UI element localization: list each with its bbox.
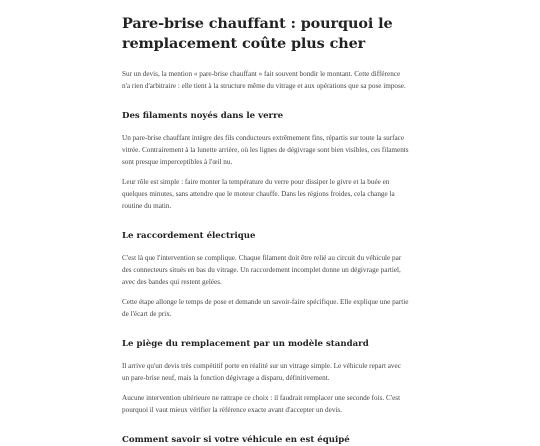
paragraph (122, 132, 422, 168)
section-heading-filaments: Des filaments noyés dans le verre (122, 111, 284, 121)
text-line: routine du matin. (122, 202, 172, 210)
paragraph (122, 176, 422, 212)
text-line: quelques minutes, sans attendre que le moteur chauffe. Dans les régions froides, cela change la (122, 190, 395, 198)
text-line: Aucune intervention ultérieure ne rattrape ce choix : il faudrait remplacer une seconde fois. C'est (122, 394, 401, 402)
article-title-line-1: Pare-brise chauffant : pourquoi le (122, 15, 393, 32)
intro-paragraph (122, 68, 422, 92)
section-heading-raccordement: Le raccordement électrique (122, 231, 256, 241)
paragraph (122, 360, 422, 384)
text-line: un pare-brise neuf, mais la fonction dégivrage a disparu, définitivement. (122, 374, 330, 382)
paragraph (122, 392, 422, 416)
article (122, 14, 422, 446)
text-line: C'est là que l'intervention se complique. Chaque filament doit être relié au circuit du véhicule par (122, 254, 402, 262)
text-line: n'a rien d'arbitraire : elle tient à la structure même du vitrage et aux opérations que sa pose impose. (122, 82, 406, 90)
text-line: Sur un devis, la mention « pare-brise chauffant » fait souvent bondir le montant. Cette différence (122, 70, 401, 78)
text-line: de l'écart de prix. (122, 310, 172, 318)
text-line: Il arrive qu'un devis très compétitif porte en réalité sur un vitrage simple. Le véhicule repart avec (122, 362, 401, 370)
text-line: Un pare-brise chauffant intègre des fils conducteurs extrêmement fins, répartis sur toute la surface (122, 134, 405, 142)
text-line: Cette étape allonge le temps de pose et demande un savoir-faire spécifique. Elle explique une partie (122, 298, 409, 306)
text-line: des connecteurs situés en bas du vitrage. Un raccordement incomplet donne un dégivrage partiel, (122, 266, 401, 274)
section-heading-equipement: Comment savoir si votre véhicule en est équipé (122, 435, 350, 445)
section-heading-piege: Le piège du remplacement par un modèle standard (122, 339, 369, 349)
text-line: pourquoi il vaut mieux vérifier la référence exacte avant d'accepter un devis. (122, 406, 343, 414)
article-title (122, 14, 422, 54)
text-line: Leur rôle est simple : faire monter la température du verre pour dissiper le givre et la buée en (122, 178, 390, 186)
paragraph (122, 296, 422, 320)
article-title-line-2: remplacement coûte plus cher (122, 35, 366, 52)
text-line: vitrée. Contrairement à la lunette arrière, où les lignes de dégivrage sont bien visibles, ces filaments (122, 146, 409, 154)
paragraph (122, 252, 422, 288)
text-line: avec des bandes qui restent gelées. (122, 278, 222, 286)
text-line: sont presque imperceptibles à l'œil nu. (122, 158, 233, 166)
